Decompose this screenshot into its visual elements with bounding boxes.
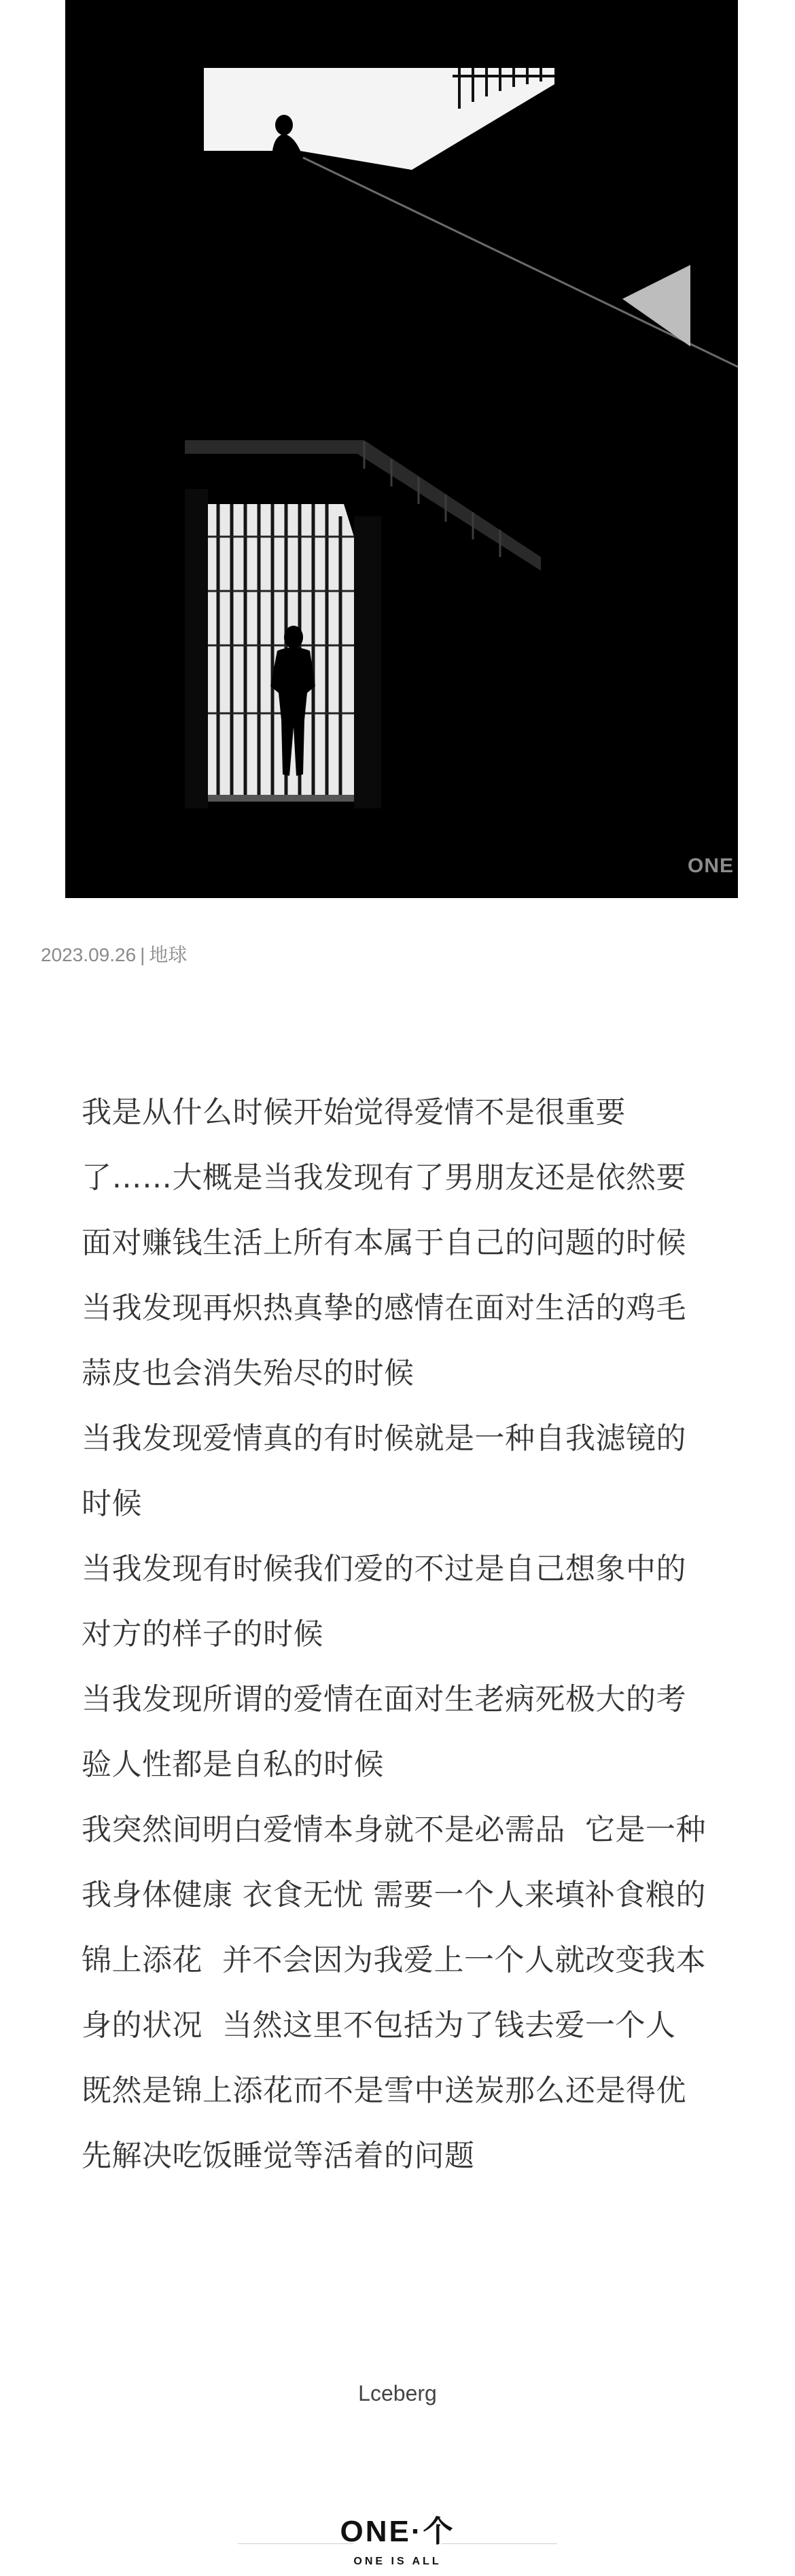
one-slogan: ONE IS ALL	[353, 2556, 442, 2567]
article-line: 当我发现再炽热真挚的感情在面对生活的鸡毛	[82, 1291, 686, 1325]
article-body	[82, 1080, 734, 2189]
article-line: 了……大概是当我发现有了男朋友还是依然要	[82, 1160, 686, 1195]
article-line: 验人性都是自私的时候	[82, 1747, 384, 1782]
article-line: 我突然间明白爱情本身就不是必需品 它是一种	[82, 1812, 706, 1847]
article-line: 当我发现所谓的爱情在面对生老病死极大的考	[82, 1682, 686, 1717]
article-line: 锦上添花 并不会因为我爱上一个人就改变我本	[82, 1943, 706, 1978]
article-line: 既然是锦上添花而不是雪中送炭那么还是得优	[82, 2073, 686, 2108]
article-line: 当我发现爱情真的有时候就是一种自我滤镜的	[82, 1421, 686, 1456]
post-meta	[41, 940, 187, 967]
article-line: 蒜皮也会消失殆尽的时候	[82, 1356, 414, 1391]
article-line: 我身体健康 衣食无忧 需要一个人来填补食粮的	[82, 1878, 706, 1912]
cover-photo	[65, 0, 738, 898]
photo-watermark: ONE	[687, 855, 734, 877]
author-name: Lceberg	[358, 2381, 437, 2405]
article-line: 当我发现有时候我们爱的不过是自己想象中的	[82, 1552, 686, 1586]
post-location: 地球	[149, 944, 188, 965]
staircase-silhouette-photo	[65, 0, 738, 898]
article-line: 我是从什么时候开始觉得爱情不是很重要	[82, 1095, 626, 1130]
one-logo: ONE·个	[340, 2515, 455, 2548]
footer-brand	[0, 2500, 795, 2576]
article-line: 时候	[82, 1486, 142, 1521]
article-line: 先解决吃饭睡觉等活着的问题	[82, 2139, 475, 2173]
post-date: 2023.09.26	[41, 944, 137, 965]
article-line: 身的状况 当然这里不包括为了钱去爱一个人	[82, 2008, 676, 2043]
article-line: 对方的样子的时候	[82, 1617, 323, 1651]
article-line: 面对赚钱生活上所有本属于自己的问题的时候	[82, 1226, 686, 1260]
meta-separator: |	[140, 944, 145, 965]
